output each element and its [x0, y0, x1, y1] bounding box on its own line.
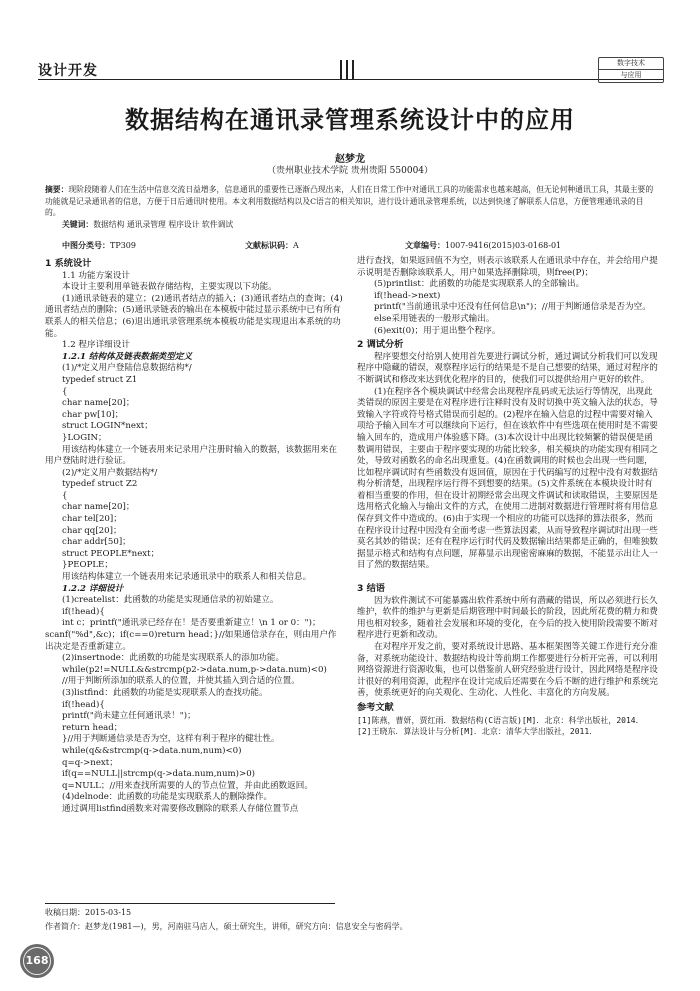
code-line: }PEOPLE；: [62, 560, 113, 571]
spacer: [357, 572, 659, 581]
code-line: }LOGIN；: [62, 432, 107, 443]
header-divider-bars: [340, 60, 360, 79]
body-paragraph: 程序要想交付给别人使用首先要进行调试分析，通过调试分析我们可以发现程序中隐藏的错误，观察程序运行的结果是不是自己想要的结果，通过对程序的不断调试和修改来达到优化程序的目的，使我们可以提供给用户更好的软件。: [357, 351, 658, 385]
body-paragraph: (1)通讯录链表的建立；(2)通讯者结点的插入；(3)通讯者结点的查询；(4)通讯者结点的删除；(5)通讯录链表的输出在本模板中能过显示系统中已有所有联系人的相关信息；(6)退出通讯录管理系统本模板功能是实现退出本系统的功能。: [45, 293, 343, 339]
received-date: 收稿日期：2015-03-15: [45, 908, 132, 917]
code-line: (2)/*定义用户数据结构*/: [62, 467, 158, 478]
code-line: if(!head->next): [374, 290, 441, 301]
code-line: char pw[10]；: [62, 409, 124, 420]
subsubsection-heading: 1.2.2 详细设计: [62, 583, 124, 594]
code-line: char addr[50]；: [62, 537, 131, 548]
body-paragraph: (1)在程序各个模块调试中经常会出现程序乱码或无法运行等情况，出现此类错误的原因主要是在对程序进行注释时没有及时切换中英文输入法的状态，导致输入字符或符号格式错误而引起的。(2)程序在输入信息的过程中需要对输入项给予输入回车才可以继续向下运行，但在该软件中有些选项在使用时是不需要输入回车的，造成用户体验感下降。(3)本次设计中出现比较频繁的错误便是函数调用错误，主要由于程序要实现的功能比较多，相关模块的功能实现有相同之处，导致对函数名的命名出现重复。(4)在函数调用的时候也会出现一些问题，比如程序调试时有些函数没有返回值，原因在于代码编写的过程中没有对数据结构分析清楚，出现程序运行得不到想要的结果。(5)文件系统在本模块设计时有着相当重要的作用，但在设计初期经常会出现文件调试和读取错误，主要原因是选用格式化输入与输出文件的方式，在使用二进制对数据进行管理时将有用信息保存到文件中造成的。(6)由于实现一个相应的功能可以选择的算法很多，然而在程序设计过程中因没有全面考虑一些算法因素，从而导致程序调试时出现一些莫名其妙的错误；还有在程序运行时代码及数据输出结果都是正确的，但唯独数据显示格式和结构有点问题，屏幕显示出现密密麻麻的数据，不能显示出让人一目了然的数据结果。: [357, 386, 658, 571]
section-label: 设计开发: [38, 63, 98, 79]
badge-ring: [23, 947, 51, 975]
reference-entry: [2]王晓东．算法设计与分析[M]．北京：清华大学出版社，2011．: [357, 726, 598, 736]
body-paragraph: (4)delnode：此函数的功能是实现联系人的删除操作。: [62, 792, 273, 803]
abstract-text: 现阶段随着人们在生活中信息交流日益增多，信息通讯的重要性已逐渐凸现出来，人们在日常工作中对通讯工具的功能需求也越来越高，但无论何种通讯工具，其最主要的功能就是记录通讯者的信息，方便于日后通讯时使用。本文利用数据结构以及C语言的相关知识，进行设计通讯录管理系统，以达到快速了解联系人信息，方便管理通讯录的目的。: [45, 185, 654, 217]
subsection-heading: 1.2 程序详细设计: [62, 340, 130, 351]
subsubsection-heading: 1.2.1 结构体及链表数据类型定义: [62, 351, 193, 362]
page-number-badge: [20, 944, 54, 978]
logo-line-2: 与应用: [620, 71, 642, 79]
code-line: char tel[20]；: [62, 514, 122, 525]
body-paragraph: (3)listfind：此函数的功能是实现联系人的查找功能。: [62, 687, 268, 698]
page-number: 168: [25, 954, 49, 967]
code-line: q=q->next；: [62, 757, 118, 768]
code-line: //用于判断所添加的联系人的位置，并使其插入到合适的位置。: [62, 676, 300, 687]
author-name: 赵梦龙: [335, 154, 365, 165]
code-line: struct PEOPLE*next；: [62, 548, 160, 559]
section-heading: 3 结语: [357, 583, 385, 595]
code-line: char name[20]；: [62, 502, 135, 513]
journal-logo: [598, 57, 664, 83]
document-code: 文献标识码：A: [245, 241, 299, 250]
code-line: char qq[20]；: [62, 525, 122, 536]
code-line: }//用于判断通信录是否为空，这样有利于程序的健壮性。: [62, 734, 280, 745]
body-paragraph: 通过调用listfind函数来对需要修改删除的联系人存储位置节点: [62, 803, 299, 814]
abstract-label: 摘要：: [45, 185, 69, 194]
code-line: return head；: [62, 722, 123, 733]
abstract-paragraph: [45, 184, 657, 219]
code-line: if(!head){: [62, 606, 105, 617]
body-paragraph: (5)printlist：此函数的功能是实现联系人的全部输出。: [374, 279, 585, 290]
section-heading: 参考文献: [357, 701, 394, 713]
body-paragraph: 本设计主要利用单链表做存储结构，主要实现以下功能。: [62, 282, 277, 293]
logo-line-1: 数字技术: [599, 58, 663, 70]
body-paragraph: (1)createlist：此函数的功能是实现通信录的初始建立。: [62, 595, 279, 606]
body-column-right: [357, 256, 659, 737]
code-line: struct LOGIN*next；: [62, 421, 153, 432]
code-line: while(q&&strcmp(q->data.num,num)<0): [62, 745, 242, 756]
code-line: (1)/*定义用户登陆信息数据结构*/: [62, 363, 192, 374]
code-line: typedef struct Z2: [62, 479, 138, 490]
footnote-rule: [45, 903, 335, 904]
body-paragraph: 进行查找，如果返回值不为空，则表示该联系人在通讯录中存在，并会给用户提示说明是否删除该联系人，用户如果选择删除项，则free(P)；: [357, 256, 658, 278]
author-bio: 作者简介：赵梦龙(1981—)，男，河南驻马店人，硕士研究生，讲师，研究方向：信息安全与密码学。: [45, 922, 408, 931]
keywords-line: [45, 219, 657, 231]
author-affiliation: （贵州职业技术学院 贵州贵阳 550004）: [266, 166, 434, 176]
code-line: while(p2!=NULL&&strcmp(p2->data.num,p->data.num)<0): [62, 664, 327, 675]
code-line: q=NULL；//用来查找所需要的人的节点位置，并由此函数返回。: [62, 780, 313, 791]
body-paragraph: 用该结构体建立一个链表用来记录用户注册时输入的数据，该数据用来在用户登陆时进行验证。: [45, 444, 338, 467]
keywords-text: 数据结构 通讯录管理 程序设计 软件调试: [93, 219, 234, 229]
code-line: typedef struct Z1: [62, 374, 138, 385]
subsection-heading: 1.1 功能方案设计: [62, 270, 130, 281]
clc-number: 中图分类号：TP309: [62, 241, 136, 250]
body-column-left: [45, 256, 345, 816]
article-number: 文章编号：1007-9416(2015)03-0168-01: [405, 241, 562, 250]
keywords-label: 关键词：: [62, 219, 94, 229]
code-line: if(!head){: [62, 699, 105, 710]
body-paragraph: 在对程序开发之前，要对系统设计思路、基本框架图等关键工作进行充分准备，对系统功能设计、数据结构设计等前期工作都要进行分析开完善，可以利用网络资源进行资源收集，也可以借鉴前人研究经验进行设计，因此网络是程序设计很好的利用资源，此程序在设计完成后还需要在今后不断的进行维护和系统完善，使系统更好的向关观化、生动化、人性化、丰富化的方向发展。: [357, 642, 658, 699]
code-line: printf("尚未建立任何通讯录！")；: [62, 711, 196, 722]
body-paragraph: 用该结构体建立一个链表用来记录通讯录中的联系人和相关信息。: [62, 572, 312, 583]
code-line: if(q==NULL||strcmp(q->data.num,num)>0): [62, 769, 256, 780]
body-paragraph: printf("当前通讯录中还没有任何信息\n")；//用于判断通信录是否为空。: [374, 302, 651, 313]
header-rule: [38, 79, 663, 80]
code-line: {: [62, 490, 68, 501]
paper-title: 数据结构在通讯录管理系统设计中的应用: [125, 105, 575, 134]
reference-entry: [1]陈燕，曹妍，贾红雨．数据结构(C语言版)[M]．北京：科学出版社，2014．: [357, 715, 644, 725]
code-line: char name[20]；: [62, 398, 135, 409]
code-line: {: [62, 386, 68, 397]
body-paragraph: 因为软件测试不可能暴露出软件系统中所有潜藏的错误，所以必须进行长久维护，软件的维护与更新是后期管理中时间最长的阶段，因此所花费的精力和费用也相对较多，随着社会发展和环境的变化，在今后的投入使用阶段需要不断对程序进行更新和改动。: [357, 595, 658, 641]
section-heading: 1 系统设计: [45, 258, 92, 269]
abstract-block: [45, 184, 657, 230]
body-paragraph: int c；printf("通讯录已经存在！是否要重新建立！\n 1 or 0：")；scanf("%d",&c)；if(c==0)return head；}//如果通信录存在，则由用户作出决定是否重新建立。: [45, 618, 337, 652]
section-heading: 2 调试分析: [357, 339, 404, 351]
body-paragraph: (2)insertnode：此函数的功能是实现联系人的添加功能。: [62, 653, 285, 664]
code-line: else采用链表的一般形式输出。: [374, 313, 495, 324]
code-line: (6)exit(0)；用于退出整个程序。: [374, 325, 501, 336]
